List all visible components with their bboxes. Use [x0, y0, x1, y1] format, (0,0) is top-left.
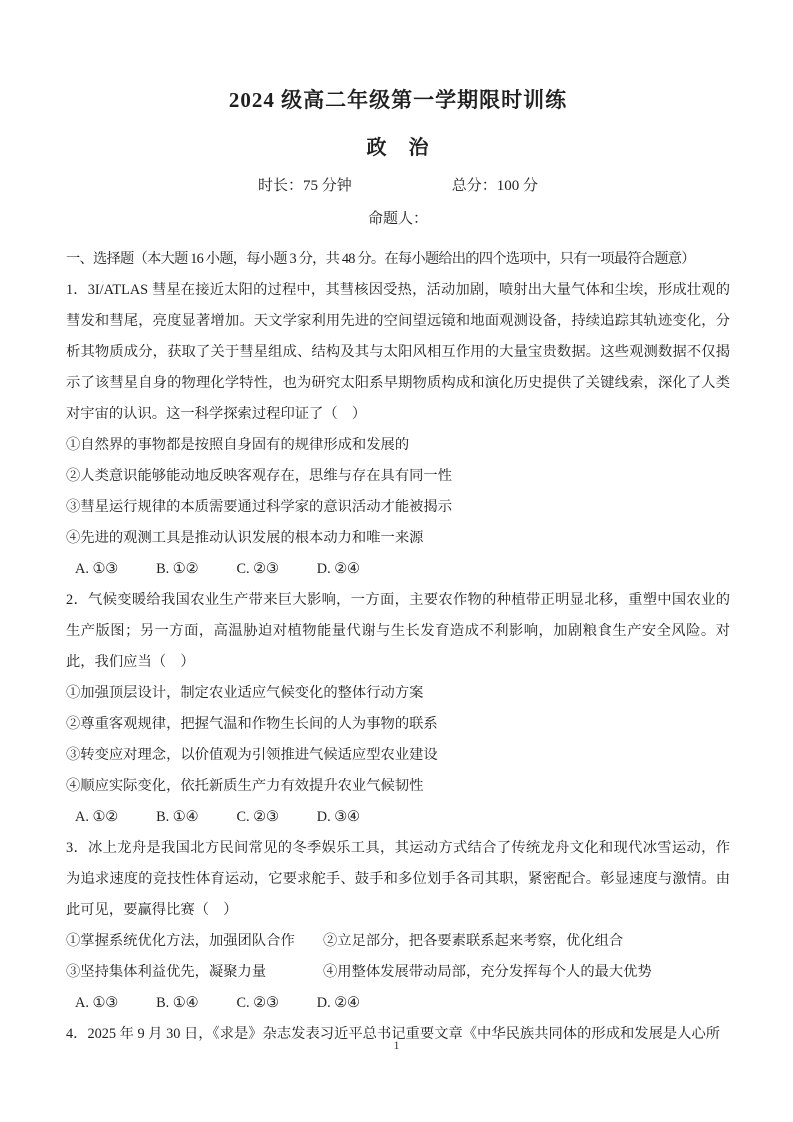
- examiner-label: 命题人：: [367, 211, 428, 227]
- question-3-option-3: ③坚持集体利益优先，凝聚力量: [66, 964, 267, 980]
- question-1-choice-c: C. ②③: [236, 561, 279, 577]
- question-3-option-row-2: [66, 957, 730, 988]
- question-3-choice-c: C. ②③: [236, 995, 279, 1011]
- question-2-option-3: ③转变应对理念，以价值观为引领推进气候适应型农业建设: [66, 747, 438, 763]
- question-3-option-4: ④用整体发展带动局部，充分发挥每个人的最大优势: [323, 964, 652, 980]
- question-1-option-4: ④先进的观测工具是推动认识发展的根本动力和唯一来源: [66, 530, 424, 546]
- question-1-option-2: ②人类意识能够能动地反映客观存在，思维与存在具有同一性: [66, 468, 453, 484]
- question-1: [66, 275, 730, 585]
- question-3: [66, 833, 730, 1019]
- question-3-option-row-1: [66, 926, 730, 957]
- question-3-option-2: ②立足部分，把各要素联系起来考察，优化组合: [323, 933, 624, 949]
- question-1-choice-b: B. ①②: [156, 561, 199, 577]
- question-2-option-1: ①加强顶层设计，制定农业适应气候变化的整体行动方案: [66, 685, 424, 701]
- question-2-choice-d: D. ③④: [316, 809, 360, 825]
- duration-label: 时长：75 分钟: [257, 178, 352, 194]
- question-2-choice-a: A. ①②: [75, 809, 119, 825]
- exam-meta-row: [66, 176, 730, 196]
- question-1-option-1: ①自然界的事物都是按照自身固有的规律形成和发展的: [66, 437, 410, 453]
- exam-body: [66, 244, 730, 1050]
- question-3-choice-a: A. ①③: [75, 995, 119, 1011]
- question-3-stem: 3．冰上龙舟是我国北方民间常见的冬季娱乐工具，其运动方式结合了传统龙舟文化和现代冰雪运动，作为追求速度的竞技性体育运动，它要求舵手、鼓手和多位划手各司其职，紧密配合。彰显速度与激情。由此可见，要赢得比赛（ ）: [66, 840, 730, 918]
- question-1-stem: 1．3I/ATLAS 彗星在接近太阳的过程中，其彗核因受热，活动加剧，喷射出大量气体和尘埃，形成壮观的彗发和彗尾，亮度显著增加。天文学家利用先进的空间望远镜和地面观测设备，持续追踪其轨迹变化，分析其物质成分，获取了关于彗星组成、结构及其与太阳风相互作用的大量宝贵数据。这些观测数据不仅揭示了该彗星自身的物理化学特性，也为研究太阳系早期物质构成和演化历史提供了关键线索，深化了人类对宇宙的认识。这一科学探索过程印证了（ ）: [66, 282, 730, 422]
- question-2-stem: 2．气候变暖给我国农业生产带来巨大影响，一方面，主要农作物的种植带正明显北移，重塑中国农业的生产版图；另一方面，高温胁迫对植物能量代谢与生长发育造成不利影响，加剧粮食生产安全风险。对此，我们应当（ ）: [66, 592, 730, 670]
- question-3-choice-d: D. ②④: [316, 995, 360, 1011]
- question-3-choices: [66, 988, 730, 1019]
- question-2-choices: [66, 802, 730, 833]
- question-1-choice-d: D. ②④: [316, 561, 360, 577]
- question-2: [66, 585, 730, 833]
- page-number: 1: [393, 1038, 400, 1052]
- question-2-choice-b: B. ①④: [156, 809, 199, 825]
- exam-title: 2024 级高二年级第一学期限时训练: [228, 88, 568, 112]
- total-score-label: 总分：100 分: [451, 178, 539, 194]
- exam-subject: 政 治: [366, 137, 430, 159]
- question-3-option-1: ①掌握系统优化方法，加强团队合作: [66, 933, 295, 949]
- question-1-choice-a: A. ①③: [75, 561, 119, 577]
- question-3-choice-b: B. ①④: [156, 995, 199, 1011]
- question-2-option-2: ②尊重客观规律，把握气温和作物生长间的人为事物的联系: [66, 716, 438, 732]
- question-1-option-3: ③彗星运行规律的本质需要通过科学家的意识活动才能被揭示: [66, 499, 453, 515]
- question-4-stem: 4．2025 年 9 月 30 日，《求是》杂志发表习近平总书记重要文章《中华民族共同体的形成和发展是人心所: [66, 1026, 721, 1042]
- section-instructions: 一、选择题（本大题 16 小题，每小题 3 分，共 48 分。在每小题给出的四个选项中，只有一项最符合题意）: [66, 251, 695, 267]
- question-1-choices: [66, 554, 730, 585]
- question-2-choice-c: C. ②③: [236, 809, 279, 825]
- question-2-option-4: ④顺应实际变化，依托新质生产力有效提升农业气候韧性: [66, 778, 424, 794]
